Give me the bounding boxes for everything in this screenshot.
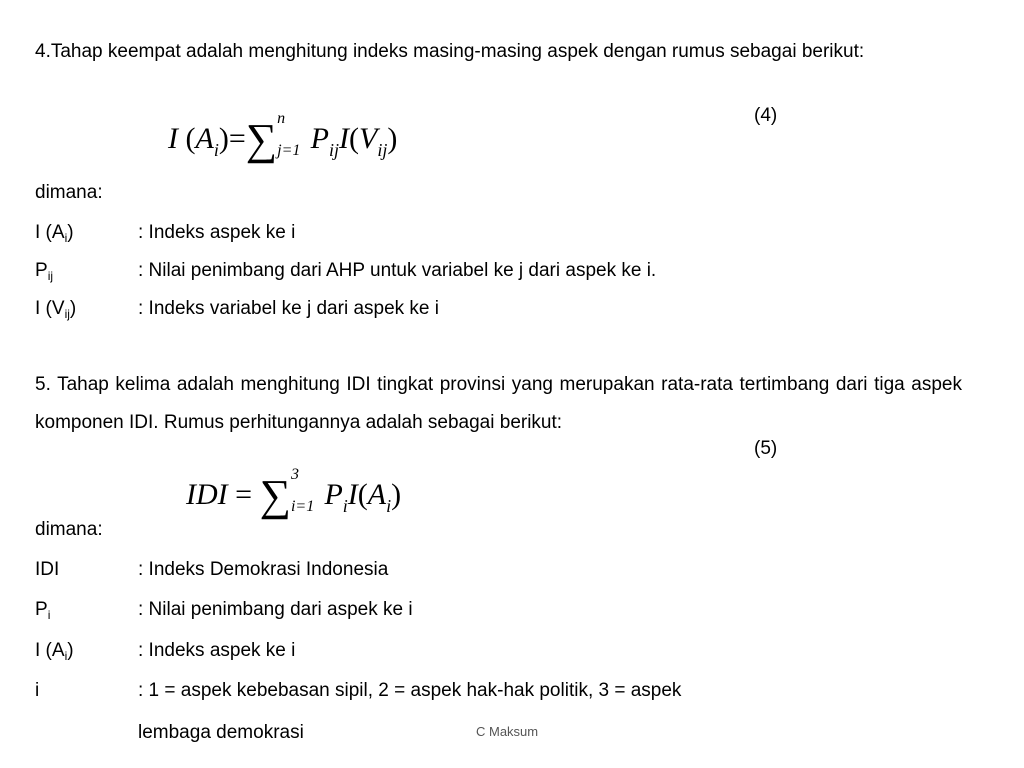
- equation-number-4: (4): [754, 105, 778, 126]
- step5-paragraph: 5. Tahap kelima adalah menghitung IDI tingkat provinsi yang merupakan rata-rata tertimbang dari tiga aspek komponen IDI. Rumus perhitungannya adalah sebagai berikut:: [35, 374, 962, 433]
- equation-number-5: (5): [754, 438, 778, 459]
- dimana-label-5: dimana:: [35, 519, 103, 540]
- def-row: $P_i$ : Nilai penimbang dari aspek ke i: [35, 599, 413, 622]
- def-row: i : 1 = aspek kebebasan sipil, 2 = aspek hak-hak politik, 3 = aspek: [35, 680, 682, 701]
- def-row: IDI : Indeks Demokrasi Indonesia: [35, 559, 389, 580]
- def-continuation: lembaga demokrasi: [138, 722, 304, 743]
- def-row: I $(A_i)$ : Indeks aspek ke i: [35, 222, 296, 245]
- step4-paragraph: 4.Tahap keempat adalah menghitung indeks masing-masing aspek dengan rumus sebagai berikut:: [35, 41, 865, 62]
- formula-5: IDI = ∑ 3 i=1 $P_iI(A_i)$: [186, 466, 402, 520]
- formula-4: I $(A_i)=\sum$ n j=1 $P_{ij}I(V_{ij})$: [168, 110, 398, 164]
- footer-author: C Maksum: [476, 724, 539, 739]
- def-row: I $(V_{ij})$ : Indeks variabel ke j dari aspek ke i: [35, 298, 439, 321]
- dimana-label-4: dimana:: [35, 182, 103, 203]
- def-row: I $(A_i)$ : Indeks aspek ke i: [35, 640, 296, 663]
- def-row: $P_{ij}$ : Nilai penimbang dari AHP untuk variabel ke j dari aspek ke i.: [35, 260, 657, 283]
